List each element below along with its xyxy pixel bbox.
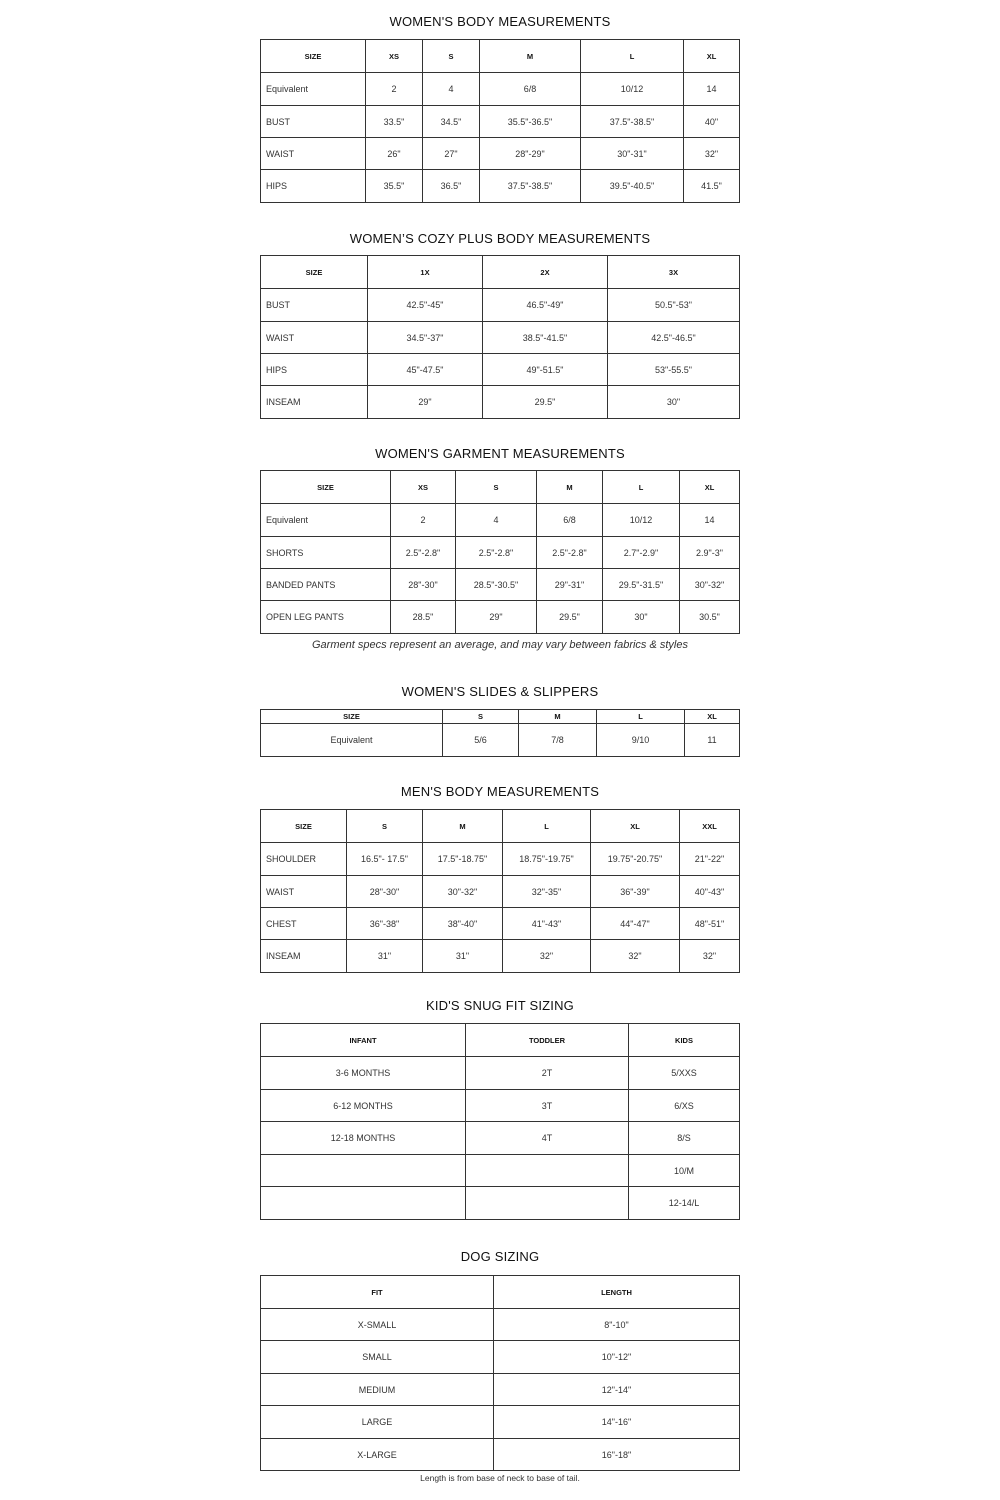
table-cell: 29"-31": [537, 569, 603, 601]
table-cell: 28"-30": [391, 569, 456, 601]
table-cell: 30": [603, 601, 680, 634]
womens-slides-table: [260, 709, 740, 757]
header-cell: SIZE: [261, 40, 366, 73]
header-cell: S: [423, 40, 480, 73]
table-cell: [261, 1187, 466, 1220]
table-cell: 49"-51.5": [483, 354, 608, 386]
table-cell: 41.5": [684, 170, 740, 203]
table-cell: 36"-39": [591, 876, 680, 908]
table-cell: 10/M: [629, 1155, 740, 1187]
table-cell: 14: [680, 504, 740, 537]
header-cell: L: [503, 810, 591, 843]
header-cell: XS: [366, 40, 423, 73]
mens-body-title: MEN'S BODY MEASUREMENTS: [400, 784, 600, 799]
row-label: SHOULDER: [261, 843, 347, 876]
header-cell: SIZE: [261, 471, 391, 504]
header-cell: 1X: [368, 256, 483, 289]
table-row: [261, 537, 740, 569]
table-cell: 2: [366, 73, 423, 106]
table-cell: 28.5": [391, 601, 456, 634]
womens-body-title: WOMEN'S BODY MEASUREMENTS: [389, 14, 611, 29]
table-cell: 3-6 MONTHS: [261, 1057, 466, 1090]
table-row: [261, 569, 740, 601]
table-cell: 10"-12": [494, 1341, 740, 1374]
header-cell: S: [347, 810, 423, 843]
table-cell: 48"-51": [680, 908, 740, 940]
header-cell: S: [456, 471, 537, 504]
table-cell: 29.5": [537, 601, 603, 634]
table-cell: 36"-38": [347, 908, 423, 940]
table-cell: 40": [684, 106, 740, 138]
row-label: BUST: [261, 106, 366, 138]
table-cell: 28"-30": [347, 876, 423, 908]
table-cell: MEDIUM: [261, 1374, 494, 1406]
row-label: WAIST: [261, 138, 366, 170]
table-cell: 50.5"-53": [608, 289, 740, 322]
table-cell: 2.5"-2.8": [456, 537, 537, 569]
table-cell: 32"-35": [503, 876, 591, 908]
table-cell: 10/12: [581, 73, 684, 106]
table-cell: 10/12: [603, 504, 680, 537]
table-row: [261, 1374, 740, 1406]
table-row: [261, 940, 740, 973]
header-cell: SIZE: [261, 810, 347, 843]
table-cell: 3T: [466, 1090, 629, 1122]
table-cell: 30"-32": [423, 876, 503, 908]
dog-sizing-note: Length is from base of neck to base of tail.: [420, 1473, 580, 1483]
row-label: WAIST: [261, 322, 368, 354]
row-label: HIPS: [261, 354, 368, 386]
table-cell: 28.5"-30.5": [456, 569, 537, 601]
header-cell: L: [581, 40, 684, 73]
header-cell: XXL: [680, 810, 740, 843]
table-cell: 6/8: [537, 504, 603, 537]
table-cell: 29": [456, 601, 537, 634]
table-row: [261, 1057, 740, 1090]
kids-snug-title: KID'S SNUG FIT SIZING: [425, 998, 574, 1013]
header-cell: 3X: [608, 256, 740, 289]
row-label: BANDED PANTS: [261, 569, 391, 601]
table-row: [261, 386, 740, 419]
table-row: [261, 138, 740, 170]
table-row: [261, 354, 740, 386]
table-cell: 32": [591, 940, 680, 973]
header-cell: LENGTH: [494, 1276, 740, 1309]
table-cell: 5/XXS: [629, 1057, 740, 1090]
womens-slides-title: WOMEN'S SLIDES & SLIPPERS: [401, 684, 599, 699]
table-cell: 30": [608, 386, 740, 419]
row-label: CHEST: [261, 908, 347, 940]
table-row: [261, 1187, 740, 1220]
header-cell: SIZE: [261, 256, 368, 289]
table-cell: 41"-43": [503, 908, 591, 940]
table-cell: 30"-31": [581, 138, 684, 170]
table-cell: 6-12 MONTHS: [261, 1090, 466, 1122]
header-cell: S: [443, 710, 519, 724]
table-row: [261, 1341, 740, 1374]
table-cell: 42.5"-45": [368, 289, 483, 322]
table-cell: 35.5": [366, 170, 423, 203]
row-label: BUST: [261, 289, 368, 322]
table-cell: 8"-10": [494, 1309, 740, 1341]
table-row: [261, 504, 740, 537]
table-cell: [261, 1155, 466, 1187]
table-cell: 42.5"-46.5": [608, 322, 740, 354]
table-cell: 53"-55.5": [608, 354, 740, 386]
table-cell: 19.75"-20.75": [591, 843, 680, 876]
table-cell: 18.75"-19.75": [503, 843, 591, 876]
header-cell: KIDS: [629, 1024, 740, 1057]
table-cell: 17.5"-18.75": [423, 843, 503, 876]
header-cell: SIZE: [261, 710, 443, 724]
table-cell: 30.5": [680, 601, 740, 634]
table-cell: 14: [684, 73, 740, 106]
row-label: Equivalent: [261, 724, 443, 757]
dog-sizing-table: [260, 1275, 740, 1471]
header-cell: XL: [684, 40, 740, 73]
table-cell: 34.5"-37": [368, 322, 483, 354]
table-cell: 37.5"-38.5": [480, 170, 581, 203]
table-cell: 46.5"-49": [483, 289, 608, 322]
kids-snug-table: [260, 1023, 740, 1220]
table-cell: 12-18 MONTHS: [261, 1122, 466, 1155]
table-cell: 2.5"-2.8": [537, 537, 603, 569]
womens-body-table: [260, 39, 740, 203]
table-cell: 14"-16": [494, 1406, 740, 1439]
table-row: [261, 1309, 740, 1341]
header-cell: M: [480, 40, 581, 73]
table-cell: [466, 1155, 629, 1187]
row-label: INSEAM: [261, 940, 347, 973]
table-cell: 35.5"-36.5": [480, 106, 581, 138]
table-row: [261, 1122, 740, 1155]
table-cell: 27": [423, 138, 480, 170]
womens-cozy-plus-title: WOMEN’S COZY PLUS BODY MEASUREMENTS: [349, 231, 651, 246]
table-cell: 40"-43": [680, 876, 740, 908]
table-cell: 8/S: [629, 1122, 740, 1155]
garment-note: Garment specs represent an average, and may vary between fabrics & styles: [311, 639, 688, 651]
row-label: OPEN LEG PANTS: [261, 601, 391, 634]
table-row: [261, 322, 740, 354]
table-cell: 45"-47.5": [368, 354, 483, 386]
table-cell: [466, 1187, 629, 1220]
table-row: [261, 1439, 740, 1471]
table-cell: 2: [391, 504, 456, 537]
table-cell: 2.9"-3": [680, 537, 740, 569]
row-label: INSEAM: [261, 386, 368, 419]
table-cell: 33.5": [366, 106, 423, 138]
table-cell: 38.5"-41.5": [483, 322, 608, 354]
table-cell: 16"-18": [494, 1439, 740, 1471]
table-row: [261, 724, 740, 757]
table-row: [261, 908, 740, 940]
table-cell: SMALL: [261, 1341, 494, 1374]
table-cell: 16.5"- 17.5": [347, 843, 423, 876]
header-cell: M: [537, 471, 603, 504]
table-cell: 28"-29": [480, 138, 581, 170]
table-cell: 5/6: [443, 724, 519, 757]
table-cell: LARGE: [261, 1406, 494, 1439]
header-cell: FIT: [261, 1276, 494, 1309]
row-label: Equivalent: [261, 504, 391, 537]
table-row: [261, 1406, 740, 1439]
table-row: [261, 170, 740, 203]
row-label: HIPS: [261, 170, 366, 203]
table-cell: 31": [347, 940, 423, 973]
table-cell: 29.5"-31.5": [603, 569, 680, 601]
table-cell: 32": [684, 138, 740, 170]
table-row: [261, 876, 740, 908]
table-cell: 12-14/L: [629, 1187, 740, 1220]
table-row: [261, 601, 740, 634]
header-cell: M: [519, 710, 597, 724]
header-cell: 2X: [483, 256, 608, 289]
header-cell: L: [603, 471, 680, 504]
table-cell: 6/XS: [629, 1090, 740, 1122]
table-row: [261, 1090, 740, 1122]
table-cell: 38"-40": [423, 908, 503, 940]
table-cell: 29": [368, 386, 483, 419]
table-cell: X-SMALL: [261, 1309, 494, 1341]
header-cell: XL: [591, 810, 680, 843]
table-cell: X-LARGE: [261, 1439, 494, 1471]
table-row: [261, 1155, 740, 1187]
table-cell: 2T: [466, 1057, 629, 1090]
table-cell: 4: [456, 504, 537, 537]
dog-sizing-title: DOG SIZING: [460, 1249, 540, 1264]
table-cell: 29.5": [483, 386, 608, 419]
table-cell: 37.5"-38.5": [581, 106, 684, 138]
womens-garment-title: WOMEN'S GARMENT MEASUREMENTS: [375, 446, 625, 461]
header-cell: L: [597, 710, 685, 724]
header-cell: XL: [685, 710, 740, 724]
table-cell: 26": [366, 138, 423, 170]
womens-cozy-plus-table: [260, 255, 740, 419]
table-cell: 34.5": [423, 106, 480, 138]
table-cell: 4: [423, 73, 480, 106]
table-cell: 9/10: [597, 724, 685, 757]
table-row: [261, 843, 740, 876]
table-cell: 2.5"-2.8": [391, 537, 456, 569]
table-cell: 44"-47": [591, 908, 680, 940]
table-cell: 30"-32": [680, 569, 740, 601]
table-cell: 36.5": [423, 170, 480, 203]
womens-garment-table: [260, 470, 740, 634]
table-cell: 4T: [466, 1122, 629, 1155]
header-cell: TODDLER: [466, 1024, 629, 1057]
table-row: [261, 73, 740, 106]
table-cell: 12"-14": [494, 1374, 740, 1406]
header-cell: M: [423, 810, 503, 843]
table-cell: 11: [685, 724, 740, 757]
table-cell: 21"-22": [680, 843, 740, 876]
row-label: Equivalent: [261, 73, 366, 106]
header-cell: INFANT: [261, 1024, 466, 1057]
row-label: WAIST: [261, 876, 347, 908]
header-cell: XS: [391, 471, 456, 504]
header-cell: XL: [680, 471, 740, 504]
table-row: [261, 106, 740, 138]
table-row: [261, 289, 740, 322]
table-cell: 39.5"-40.5": [581, 170, 684, 203]
table-cell: 32": [503, 940, 591, 973]
table-cell: 6/8: [480, 73, 581, 106]
row-label: SHORTS: [261, 537, 391, 569]
table-cell: 32": [680, 940, 740, 973]
table-cell: 2.7"-2.9": [603, 537, 680, 569]
table-cell: 31": [423, 940, 503, 973]
table-cell: 7/8: [519, 724, 597, 757]
mens-body-table: [260, 809, 740, 973]
